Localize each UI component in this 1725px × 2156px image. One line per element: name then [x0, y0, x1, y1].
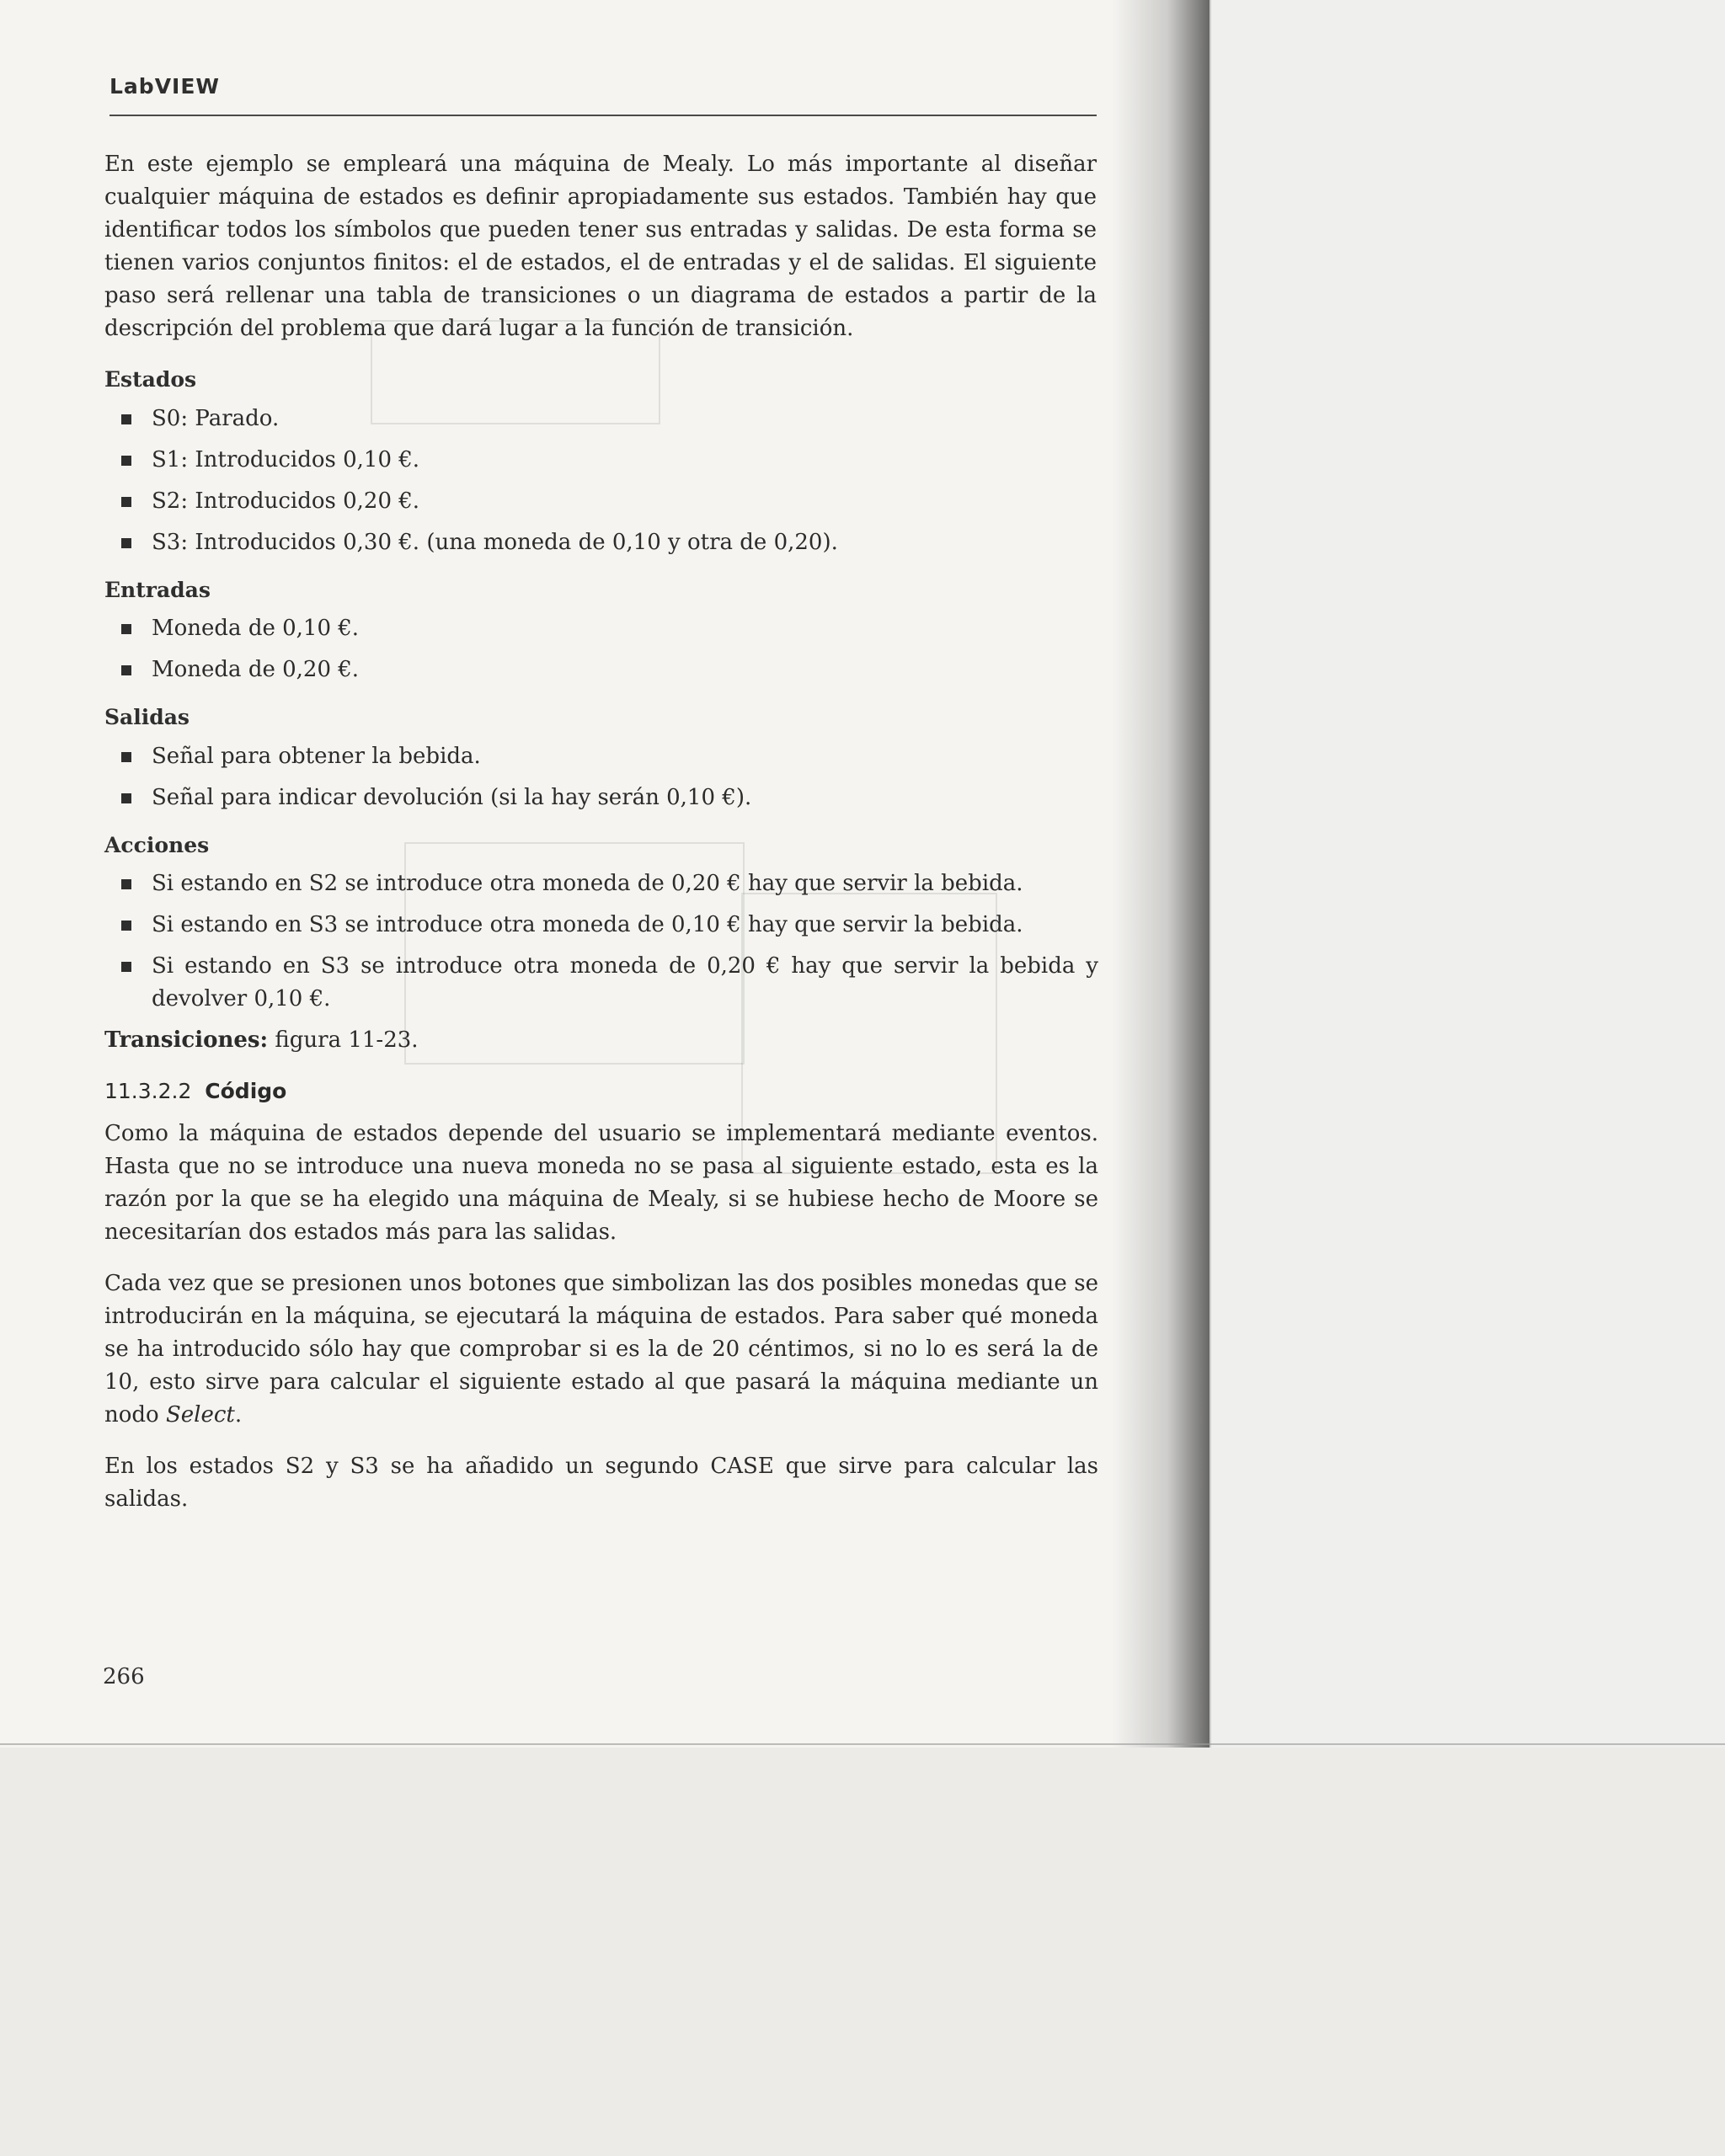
- bullet-icon: [121, 921, 131, 931]
- list-item: [104, 950, 1098, 1016]
- list-item-text: Si estando en S3 se introduce otra moneda de 0,20 € hay que servir la bebida y devolver 0,10 €.: [152, 953, 1098, 1011]
- list-item-text: Señal para obtener la bebida.: [152, 743, 481, 769]
- list-item-text: Moneda de 0,20 €.: [152, 657, 360, 682]
- paragraph-text: Cada vez que se presionen unos botones que simbolizan las dos posibles monedas que se introducirán en la máquina, se ejecutará la máquina de estados. Para saber qué moneda se ha introducido sólo hay que comprobar si es la de 20 céntimos, si no lo es será la de 10, esto sirve para calcular el siguiente estado al que pasará la máquina mediante un nodo: [104, 1270, 1098, 1428]
- list-item-text: S3: Introducidos 0,30 €. (una moneda de 0,10 y otra de 0,20).: [152, 529, 838, 555]
- transiciones-label: Transiciones:: [104, 1027, 269, 1053]
- bullet-icon: [121, 752, 131, 762]
- background-strip: [1210, 0, 1725, 1748]
- bullet-icon: [121, 456, 131, 466]
- list-item-text: Si estando en S2 se introduce otra moneda de 0,20 € hay que servir la bebida.: [152, 871, 1023, 896]
- list-item: [104, 403, 1098, 435]
- bullet-icon: [121, 624, 131, 634]
- running-header: [109, 74, 1097, 116]
- list-item-text: Moneda de 0,10 €.: [152, 616, 360, 641]
- estados-heading: Estados: [104, 367, 197, 392]
- bullet-icon: [121, 793, 131, 803]
- transiciones-text: figura 11-23.: [268, 1027, 419, 1053]
- page-content: [104, 148, 1098, 1664]
- bullet-icon: [121, 879, 131, 889]
- list-item: [104, 444, 1098, 477]
- entradas-list: [104, 612, 1098, 686]
- transiciones-line: [104, 1024, 1098, 1057]
- acciones-heading: Acciones: [104, 832, 210, 857]
- intro-paragraph: En este ejemplo se empleará una máquina de Mealy. Lo más importante al diseñar cualquier máquina de estados es definir apropiadamente sus estados. También hay que identificar todos los símbolos que pueden tener sus entradas y salidas. De esta forma se tienen varios conjuntos finitos: el de estados, el de entradas y el de salidas. El siguiente paso será rellenar una tabla de transiciones o un diagrama de estados a partir de la descripción del problema que dará lugar a la función de transición.: [104, 152, 1097, 341]
- paragraph-text-end: .: [234, 1401, 243, 1428]
- paragraph: En los estados S2 y S3 se ha añadido un segundo CASE que sirve para calcular las salidas.: [104, 1453, 1098, 1512]
- paragraph: Como la máquina de estados depende del usuario se implementará mediante eventos. Hasta que no se introduce una nueva moneda no se pasa al siguiente estado, esta es la razón por la que se ha elegido una máquina de Mealy, si se hubiese hecho de Moore se necesitarían dos estados más para las salidas.: [104, 1120, 1098, 1245]
- list-item: [104, 867, 1098, 900]
- bullet-icon: [121, 497, 131, 507]
- salidas-list: [104, 740, 1098, 814]
- subsection-number: 11.3.2.2: [104, 1079, 192, 1103]
- list-item: [104, 782, 1098, 814]
- page-number: 266: [103, 1664, 145, 1689]
- list-item: [104, 909, 1098, 942]
- select-term: Select: [165, 1401, 235, 1428]
- list-item-text: Si estando en S3 se introduce otra moneda de 0,10 € hay que servir la bebida.: [152, 912, 1023, 937]
- estados-list: [104, 403, 1098, 559]
- bullet-icon: [121, 665, 131, 675]
- page-edge: [0, 1743, 1725, 1745]
- subsection-title: Código: [205, 1079, 287, 1103]
- acciones-list: [104, 867, 1098, 1016]
- list-item-text: S0: Parado.: [152, 405, 280, 431]
- list-item-text: S2: Introducidos 0,20 €.: [152, 488, 420, 514]
- list-item: [104, 654, 1098, 686]
- paragraph: [104, 1267, 1098, 1432]
- subsection-heading: [104, 1075, 1098, 1107]
- bullet-icon: [121, 962, 131, 972]
- list-item: [104, 740, 1098, 773]
- bullet-icon: [121, 414, 131, 424]
- bullet-icon: [121, 538, 131, 548]
- list-item: [104, 526, 1098, 559]
- binding-shadow: [1112, 0, 1213, 1748]
- entradas-heading: Entradas: [104, 577, 211, 602]
- salidas-heading: Salidas: [104, 705, 190, 729]
- list-item-text: S1: Introducidos 0,10 €.: [152, 446, 420, 472]
- list-item-text: Señal para indicar devolución (si la hay serán 0,10 €).: [152, 784, 752, 810]
- list-item: [104, 485, 1098, 518]
- header-title: LabVIEW: [109, 74, 220, 99]
- list-item: [104, 612, 1098, 645]
